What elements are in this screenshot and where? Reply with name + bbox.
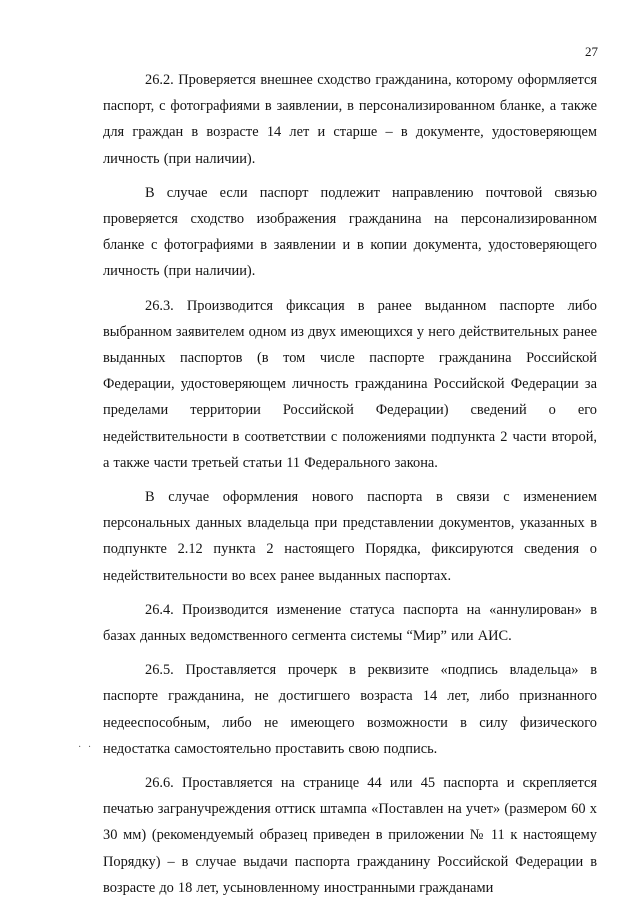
paragraph-26-5: 26.5. Проставляется прочерк в реквизите «подпись владельца» в паспорте гражданина, не достигшего возраста 14 лет, либо признанного недееспособным, либо не имеющего возможности в силу физического недостатка самостоятельно проставить свою подпись. <box>103 662 597 757</box>
paragraph-new-passport-change: В случае оформления нового паспорта в связи с изменением персональных данных владельца при представлении документов, указанных в подпункте 2.12 пункта 2 настоящего Порядка, фиксируются сведения о недействительности во всех ранее выданных паспортах. <box>103 489 597 584</box>
paragraph-26-4: 26.4. Производится изменение статуса паспорта на «аннулирован» в базах данных ведомственного сегмента системы “Мир” или АИС. <box>103 601 597 645</box>
paragraph-26-6: 26.6. Проставляется на странице 44 или 45 паспорта и скрепляется печатью загранучреждения оттиск штампа «Поставлен на учет» (размером 60 х 30 мм) (рекомендуемый образец приведен в приложении № 11 к настоящему Порядку) – в случае выдачи паспорта гражданину Российской Федерации в возрасте до 18 лет, усыновленному иностранными гражданами <box>103 775 597 896</box>
page-number: 27 <box>585 44 598 59</box>
paragraph-26-2: 26.2. Проверяется внешнее сходство гражданина, которому оформляется паспорт, с фотографиями в заявлении, в персонализированном бланке, а также для граждан в возрасте 14 лет и старше – в документе, удостоверяющем личность (при наличии). <box>103 72 597 167</box>
paragraph-26-3: 26.3. Производится фиксация в ранее выданном паспорте либо выбранном заявителем одном из двух имеющихся у него действительных ранее выданных паспортов (в том числе паспорте гражданина Российской Федерации, удостоверяющем личность гражданина Российской Федерации за пределами территории Российской Федерации) сведений о его недействительности в соответствии с положениями подпункта 2 части второй, а также части третьей статьи 11 Федерального закона. <box>103 297 597 471</box>
scan-artifact: · · <box>78 742 94 753</box>
document-body <box>103 67 597 909</box>
paragraph-postal-delivery: В случае если паспорт подлежит направлению почтовой связью проверяется сходство изображения гражданина на персонализированном бланке с фотографиями в заявлении и в копии документа, удостоверяющего личность (при наличии). <box>103 184 597 280</box>
